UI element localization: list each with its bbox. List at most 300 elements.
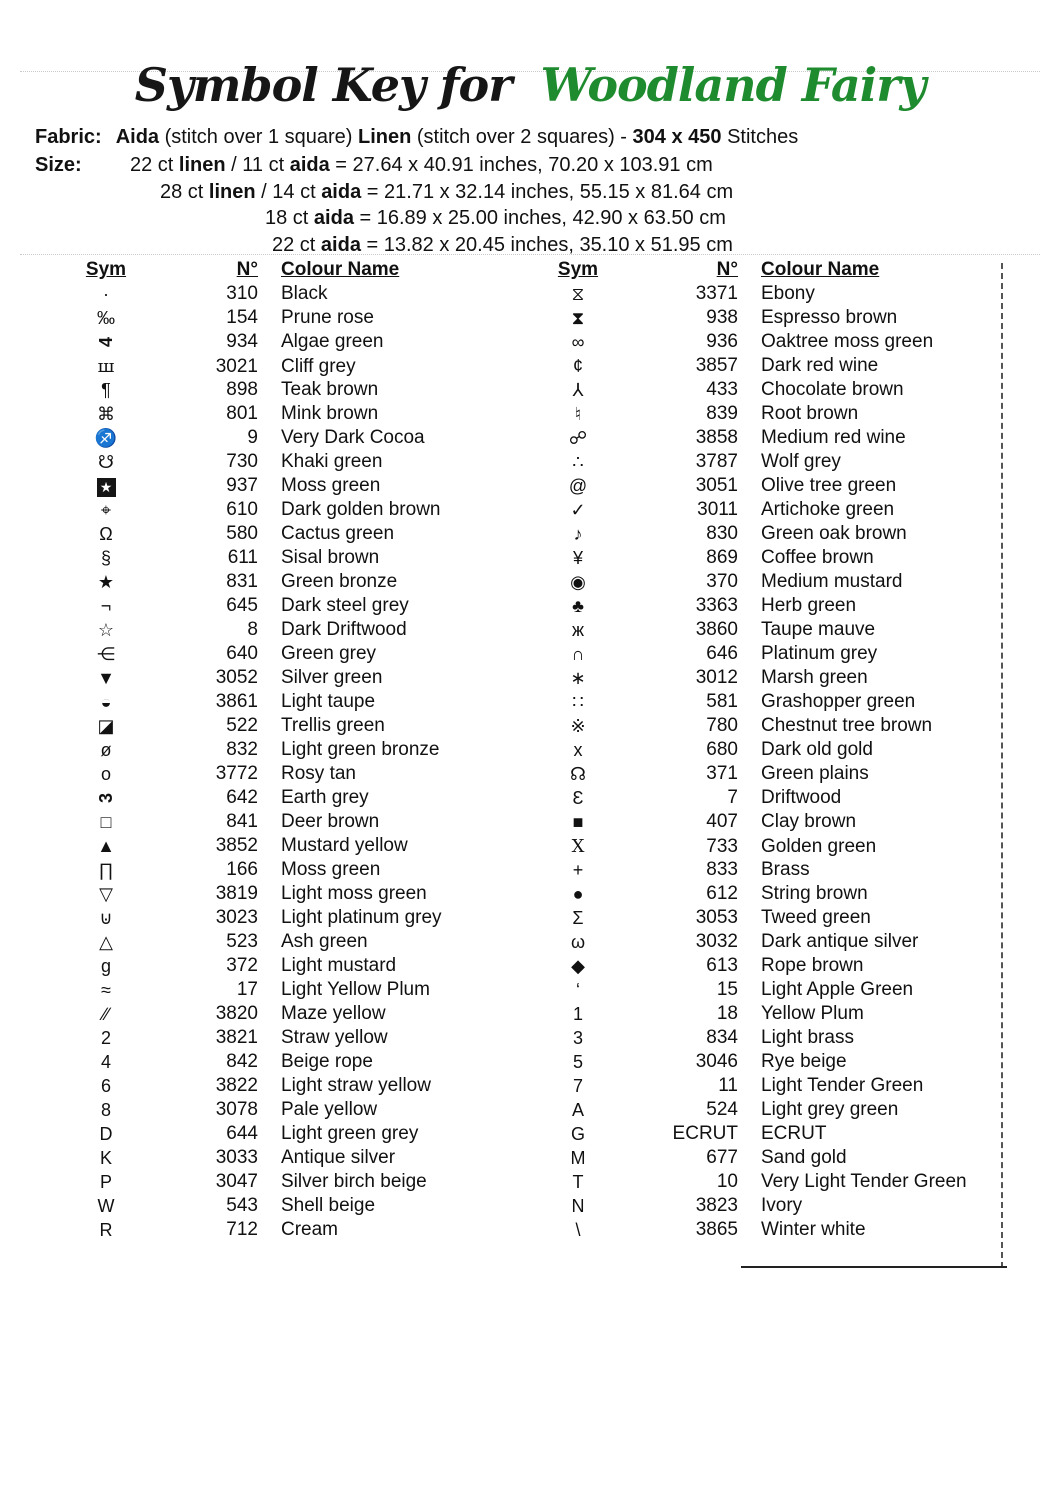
- symbol-cell: [60, 402, 152, 426]
- stitch-symbol: ∩: [571, 644, 585, 664]
- symbol-cell: [538, 570, 618, 594]
- size-line: [35, 205, 733, 232]
- thread-number-cell: 869: [706, 547, 738, 568]
- symbol-cell: [538, 1098, 618, 1122]
- colour-name-cell: Wolf grey: [761, 451, 841, 472]
- table-row: [60, 330, 610, 354]
- table-row: [538, 522, 1058, 546]
- table-row: [60, 810, 610, 834]
- stitch-symbol: 8: [100, 1100, 111, 1120]
- stitch-symbol: 1: [572, 1004, 583, 1024]
- colour-name-cell: Tweed green: [761, 907, 871, 928]
- thread-number-cell: 611: [227, 547, 258, 568]
- text-segment: Linen: [358, 126, 412, 148]
- symbol-cell: [60, 738, 152, 762]
- text-segment: aida: [289, 154, 330, 176]
- colour-name-cell: Driftwood: [761, 787, 842, 808]
- symbol-cell: [538, 426, 618, 450]
- thread-number-cell: 3011: [697, 499, 738, 520]
- thread-number-cell: 612: [706, 883, 738, 904]
- stitch-symbol: ⊍: [99, 908, 113, 928]
- thread-number-cell: 3033: [215, 1147, 258, 1168]
- thread-number-cell: 937: [226, 475, 258, 496]
- symbol-cell: [538, 1122, 618, 1146]
- symbol-cell: [60, 474, 152, 498]
- thread-number-cell: 831: [226, 571, 258, 592]
- symbol-cell: [60, 690, 152, 714]
- text-segment: / 14 ct: [255, 180, 322, 203]
- symbol-cell: [60, 498, 152, 522]
- thread-number-cell: 3865: [695, 1219, 738, 1240]
- colour-name-cell: Medium red wine: [761, 427, 906, 448]
- stitch-symbol: ‰: [97, 308, 115, 328]
- stitch-symbol: ◒: [100, 692, 112, 712]
- stitch-symbol: ■: [572, 812, 584, 832]
- stitch-symbol: 5: [572, 1052, 583, 1072]
- header-number: N°: [716, 259, 738, 280]
- stitch-symbol: @: [568, 476, 588, 496]
- thread-number-cell: 3787: [695, 451, 738, 472]
- thread-number-cell: 154: [226, 307, 258, 328]
- stitch-symbol: ◉: [570, 572, 586, 592]
- table-row: [538, 354, 1058, 378]
- stitch-symbol: ∏: [98, 860, 114, 880]
- table-row: [538, 330, 1058, 354]
- table-row: [60, 618, 610, 642]
- stitch-symbol: ◆: [571, 956, 585, 976]
- table-row: [60, 450, 610, 474]
- thread-number-cell: 3047: [215, 1171, 258, 1192]
- table-row: [60, 882, 610, 906]
- stitch-symbol: Ⅹ: [571, 836, 585, 857]
- thread-number-cell: 372: [226, 955, 258, 976]
- symbol-cell: [538, 402, 618, 426]
- table-row: [60, 354, 610, 378]
- thread-number-cell: 610: [226, 499, 258, 520]
- colour-name-cell: Chocolate brown: [761, 379, 904, 400]
- table-row: [538, 642, 1058, 666]
- thread-number-cell: 11: [718, 1075, 738, 1096]
- symbol-cell: [538, 594, 618, 618]
- colour-name-cell: Root brown: [761, 403, 859, 424]
- table-row: [60, 858, 610, 882]
- stitch-symbol: ω: [570, 932, 586, 952]
- colour-name-cell: Winter white: [761, 1219, 866, 1240]
- colour-name-cell: Oaktree moss green: [761, 331, 934, 352]
- table-row: [538, 906, 1058, 930]
- symbol-cell: [538, 1146, 618, 1170]
- symbol-cell: [538, 474, 618, 498]
- stitch-symbol: Σ: [572, 908, 584, 928]
- table-row: [60, 954, 610, 978]
- thread-number-cell: 3046: [695, 1051, 738, 1072]
- table-row: [60, 282, 610, 306]
- stitch-symbol: △: [99, 932, 113, 952]
- thread-number-cell: 780: [706, 715, 738, 736]
- thread-number-cell: 18: [716, 1003, 738, 1024]
- stitch-symbol: ∞: [571, 332, 585, 352]
- symbol-cell: [60, 810, 152, 834]
- stitch-symbol: ⧗: [571, 308, 585, 328]
- thread-number-cell: 8: [247, 619, 258, 640]
- thread-number-cell: 543: [226, 1195, 258, 1216]
- table-row: [538, 834, 1058, 858]
- table-row: [60, 1098, 610, 1122]
- stitch-symbol: ★: [97, 572, 115, 592]
- size-lines: [35, 152, 733, 258]
- stitch-symbol: x: [573, 740, 583, 760]
- stitch-symbol: ☆: [97, 620, 115, 640]
- table-row: [538, 858, 1058, 882]
- symbol-cell: [60, 666, 152, 690]
- text-segment: Aida: [115, 126, 160, 148]
- table-row: [538, 786, 1058, 810]
- colour-name-cell: Cliff grey: [281, 355, 356, 377]
- table-row: [60, 522, 610, 546]
- colour-name-cell: Cactus green: [281, 523, 395, 544]
- stitch-symbol: ⧖: [571, 284, 585, 304]
- text-segment: linen: [208, 180, 256, 203]
- thread-number-cell: 645: [226, 595, 258, 616]
- table-row: [538, 810, 1058, 834]
- symbol-key-table-left: [60, 258, 610, 1242]
- table-row: [60, 594, 610, 618]
- page-title: [0, 58, 1060, 112]
- thread-number-cell: 581: [706, 691, 738, 712]
- stitch-symbol: ¬: [100, 596, 112, 616]
- thread-number-cell: 644: [226, 1123, 258, 1144]
- thread-number-cell: 3363: [695, 595, 738, 616]
- stitch-symbol: M: [570, 1148, 586, 1168]
- thread-number-cell: 938: [706, 307, 738, 328]
- table-row: [60, 1194, 610, 1218]
- symbol-cell: [538, 522, 618, 546]
- stitch-symbol: 4: [100, 1052, 111, 1072]
- colour-name-cell: Dark old gold: [761, 739, 873, 760]
- thread-number-cell: 3861: [215, 691, 258, 712]
- thread-number-cell: 310: [226, 283, 258, 304]
- table-row: [60, 762, 610, 786]
- colour-name-cell: Antique silver: [281, 1147, 396, 1168]
- thread-number-cell: 640: [226, 643, 258, 664]
- stitch-symbol: ж: [571, 620, 585, 640]
- colour-name-cell: Silver green: [281, 667, 383, 688]
- thread-number-cell: 523: [226, 931, 258, 952]
- symbol-cell: [538, 930, 618, 954]
- stitch-symbol: ¥: [572, 548, 583, 568]
- thread-number-cell: 3078: [215, 1099, 258, 1120]
- stitch-symbol: ¶: [101, 380, 111, 400]
- size-block: [35, 152, 733, 258]
- thread-number-cell: 830: [706, 523, 738, 544]
- symbol-cell: [60, 1218, 152, 1242]
- table-row: [60, 786, 610, 810]
- symbol-cell: [538, 714, 618, 738]
- thread-number-cell: 15: [716, 979, 738, 1000]
- table-header-row: [538, 258, 1058, 282]
- thread-number-cell: 3021: [215, 355, 258, 377]
- stitch-symbol: 2: [100, 1028, 111, 1048]
- colour-name-cell: Moss green: [281, 475, 381, 496]
- symbol-cell: [538, 546, 618, 570]
- symbol-cell: [538, 1074, 618, 1098]
- stitch-symbol: Ω: [99, 524, 113, 544]
- stitch-symbol: W: [97, 1196, 115, 1216]
- thread-number-cell: 433: [706, 379, 738, 400]
- colour-name-cell: Cream: [281, 1219, 339, 1240]
- table-row: [60, 474, 610, 498]
- text-segment: 304 x 450: [632, 126, 722, 148]
- symbol-cell: [538, 450, 618, 474]
- text-segment: linen: [178, 154, 226, 176]
- colour-name-cell: Rye beige: [761, 1051, 847, 1072]
- colour-name-cell: Platinum grey: [761, 643, 878, 664]
- thread-number-cell: 642: [226, 787, 258, 808]
- fabric-label: Fabric:: [35, 126, 102, 148]
- stitch-symbol: ∷: [572, 692, 584, 712]
- symbol-cell: [60, 570, 152, 594]
- table-bottom-border: [741, 1266, 1007, 1268]
- title-prefix: Symbol Key for: [134, 58, 512, 112]
- text-segment: aida: [320, 233, 361, 256]
- colour-name-cell: Earth grey: [281, 787, 369, 808]
- header-colour-name: Colour Name: [761, 259, 880, 280]
- symbol-cell: [60, 882, 152, 906]
- table-row: [538, 978, 1058, 1002]
- table-row: [60, 1050, 610, 1074]
- colour-name-cell: String brown: [761, 883, 868, 904]
- thread-number-cell: 524: [706, 1099, 738, 1120]
- table-header-row: [60, 258, 610, 282]
- stitch-symbol: ‘: [576, 980, 580, 1000]
- table-row: [60, 498, 610, 522]
- thread-number-cell: 834: [706, 1027, 738, 1048]
- table-row: [60, 546, 610, 570]
- symbol-cell: [60, 1122, 152, 1146]
- table-right-dashed-border: [1001, 263, 1003, 1268]
- stitch-symbol: 3: [572, 1028, 583, 1048]
- colour-name-cell: Chestnut tree brown: [761, 715, 933, 736]
- table-row: [538, 546, 1058, 570]
- symbol-cell: [60, 786, 152, 810]
- text-segment: 22 ct: [272, 233, 321, 256]
- symbol-cell: [60, 1194, 152, 1218]
- stitch-symbol: ·: [103, 284, 109, 304]
- size-line: [35, 179, 733, 206]
- thread-number-cell: 842: [226, 1051, 258, 1072]
- colour-name-cell: Ash green: [281, 931, 368, 952]
- thread-number-cell: 166: [226, 859, 258, 880]
- colour-name-cell: Black: [281, 283, 328, 304]
- table-row: [538, 1074, 1058, 1098]
- symbol-cell: [538, 354, 618, 378]
- thread-number-cell: 646: [706, 643, 738, 664]
- symbol-cell: [538, 858, 618, 882]
- thread-number-cell: 677: [706, 1147, 738, 1168]
- stitch-symbol: ш: [97, 356, 115, 377]
- stitch-symbol: ø: [100, 740, 112, 760]
- colour-name-cell: Green plains: [761, 763, 869, 784]
- colour-name-cell: Ebony: [761, 283, 815, 304]
- text-segment: 18 ct: [265, 207, 314, 229]
- stitch-symbol: ▼: [97, 668, 115, 688]
- table-row: [60, 1218, 610, 1242]
- table-row: [538, 1170, 1058, 1194]
- stitch-symbol: ▲: [97, 836, 115, 856]
- colour-name-cell: Grashopper green: [761, 691, 916, 712]
- header-number: N°: [236, 259, 258, 280]
- colour-name-cell: Light green bronze: [281, 739, 440, 760]
- symbol-cell: [60, 1170, 152, 1194]
- colour-name-cell: Light straw yellow: [281, 1075, 431, 1096]
- thread-number-cell: 370: [706, 571, 738, 592]
- colour-name-cell: Artichoke green: [761, 499, 895, 520]
- thread-number-cell: 3053: [695, 907, 738, 928]
- symbol-cell: [60, 1098, 152, 1122]
- colour-name-cell: Silver birch beige: [281, 1171, 427, 1192]
- symbol-cell: [60, 1146, 152, 1170]
- table-row: [538, 714, 1058, 738]
- table-row: [538, 1098, 1058, 1122]
- symbol-cell: [60, 858, 152, 882]
- stitch-symbol: ♣: [572, 596, 584, 616]
- symbol-cell: [538, 666, 618, 690]
- table-row: [60, 1026, 610, 1050]
- stitch-symbol: 4: [95, 336, 116, 348]
- table-row: [538, 1002, 1058, 1026]
- fabric-line: [35, 126, 798, 149]
- colour-name-cell: Dark golden brown: [281, 499, 441, 520]
- symbol-cell: [60, 546, 152, 570]
- stitch-symbol: ※: [570, 716, 586, 736]
- colour-name-cell: Green grey: [281, 643, 377, 664]
- colour-name-cell: Very Light Tender Green: [761, 1171, 967, 1192]
- symbol-cell: [60, 1002, 152, 1026]
- symbol-cell: [60, 762, 152, 786]
- symbol-cell: [60, 450, 152, 474]
- thread-number-cell: 733: [706, 835, 738, 857]
- table-row: [60, 1074, 610, 1098]
- colour-name-cell: Clay brown: [761, 811, 857, 832]
- stitch-symbol: 7: [572, 1076, 583, 1096]
- stitch-symbol: o: [100, 764, 111, 784]
- table-row: [538, 306, 1058, 330]
- thread-number-cell: 3051: [695, 475, 738, 496]
- thread-number-cell: 3821: [215, 1027, 258, 1048]
- table-row: [60, 978, 610, 1002]
- stitch-symbol: 6: [100, 1076, 111, 1096]
- stitch-symbol: ♮: [574, 404, 582, 424]
- text-segment: / 11 ct: [225, 154, 290, 176]
- header-sym: Sym: [85, 259, 127, 280]
- thread-number-cell: 3860: [695, 619, 738, 640]
- stitch-symbol: ∕∕: [102, 1004, 109, 1024]
- colour-name-cell: Rope brown: [761, 955, 864, 976]
- colour-name-cell: Light Apple Green: [761, 979, 914, 1000]
- colour-name-cell: Medium mustard: [761, 571, 903, 592]
- symbol-cell: [60, 978, 152, 1002]
- header-colour-name: Colour Name: [281, 259, 400, 280]
- symbol-cell: [60, 306, 152, 330]
- colour-name-cell: Light platinum grey: [281, 907, 442, 928]
- table-row: [538, 1146, 1058, 1170]
- stitch-symbol: ∗: [570, 668, 586, 688]
- thread-number-cell: 832: [226, 739, 258, 760]
- thread-number-cell: 934: [226, 331, 258, 352]
- symbol-cell: [538, 1026, 618, 1050]
- symbol-cell: [538, 834, 618, 859]
- colour-name-cell: Light Yellow Plum: [281, 979, 430, 1000]
- table-row: [538, 762, 1058, 786]
- colour-name-cell: Straw yellow: [281, 1027, 388, 1048]
- table-row: [60, 306, 610, 330]
- stitch-symbol: D: [99, 1124, 113, 1144]
- colour-name-cell: Sisal brown: [281, 547, 380, 568]
- colour-name-cell: Ivory: [761, 1195, 803, 1216]
- colour-name-cell: Light green grey: [281, 1123, 419, 1144]
- colour-name-cell: Shell beige: [281, 1195, 376, 1216]
- table-row: [538, 1218, 1058, 1242]
- symbol-cell: [60, 618, 152, 642]
- thread-number-cell: 3032: [695, 931, 738, 952]
- colour-name-cell: Espresso brown: [761, 307, 898, 328]
- symbol-cell: [538, 1170, 618, 1194]
- thread-number-cell: 839: [706, 403, 738, 424]
- symbol-cell: [538, 1050, 618, 1074]
- stitch-symbol: K: [99, 1148, 112, 1168]
- header-sym: Sym: [557, 259, 599, 280]
- colour-name-cell: Trellis green: [281, 715, 385, 736]
- stitch-symbol: ★: [97, 478, 116, 497]
- thread-number-cell: 580: [226, 523, 258, 544]
- stitch-symbol: A: [571, 1100, 584, 1120]
- stitch-symbol: Ɛ: [572, 788, 584, 808]
- colour-name-cell: Mink brown: [281, 403, 379, 424]
- thread-number-cell: 10: [716, 1171, 738, 1192]
- table-row: [538, 666, 1058, 690]
- table-row: [60, 834, 610, 858]
- symbol-cell: [538, 1218, 618, 1242]
- symbol-cell: [60, 354, 152, 379]
- colour-name-cell: Prune rose: [281, 307, 374, 328]
- stitch-symbol: G: [570, 1124, 585, 1144]
- symbol-cell: [538, 498, 618, 522]
- table-row: [538, 402, 1058, 426]
- table-row: [60, 570, 610, 594]
- table-row: [538, 1026, 1058, 1050]
- table-row: [60, 642, 610, 666]
- symbol-cell: [60, 426, 152, 450]
- symbol-cell: [538, 786, 618, 810]
- stitch-symbol: R: [99, 1220, 113, 1240]
- symbol-cell: [538, 330, 618, 354]
- colour-name-cell: Teak brown: [281, 379, 379, 400]
- text-segment: 22 ct: [130, 154, 179, 176]
- stitch-symbol: ◪: [97, 716, 115, 736]
- stitch-symbol: ∴: [572, 452, 584, 472]
- colour-name-cell: Taupe mauve: [761, 619, 876, 640]
- stitch-symbol: T: [572, 1172, 584, 1192]
- colour-name-cell: Mustard yellow: [281, 835, 408, 856]
- text-segment: aida: [321, 180, 362, 203]
- size-line: [35, 152, 733, 179]
- symbol-cell: [60, 642, 152, 666]
- stitch-symbol: ¢: [572, 356, 583, 376]
- symbol-cell: [60, 378, 152, 402]
- symbol-cell: [538, 618, 618, 642]
- colour-name-cell: Golden green: [761, 835, 877, 857]
- thread-number-cell: 3852: [215, 835, 258, 856]
